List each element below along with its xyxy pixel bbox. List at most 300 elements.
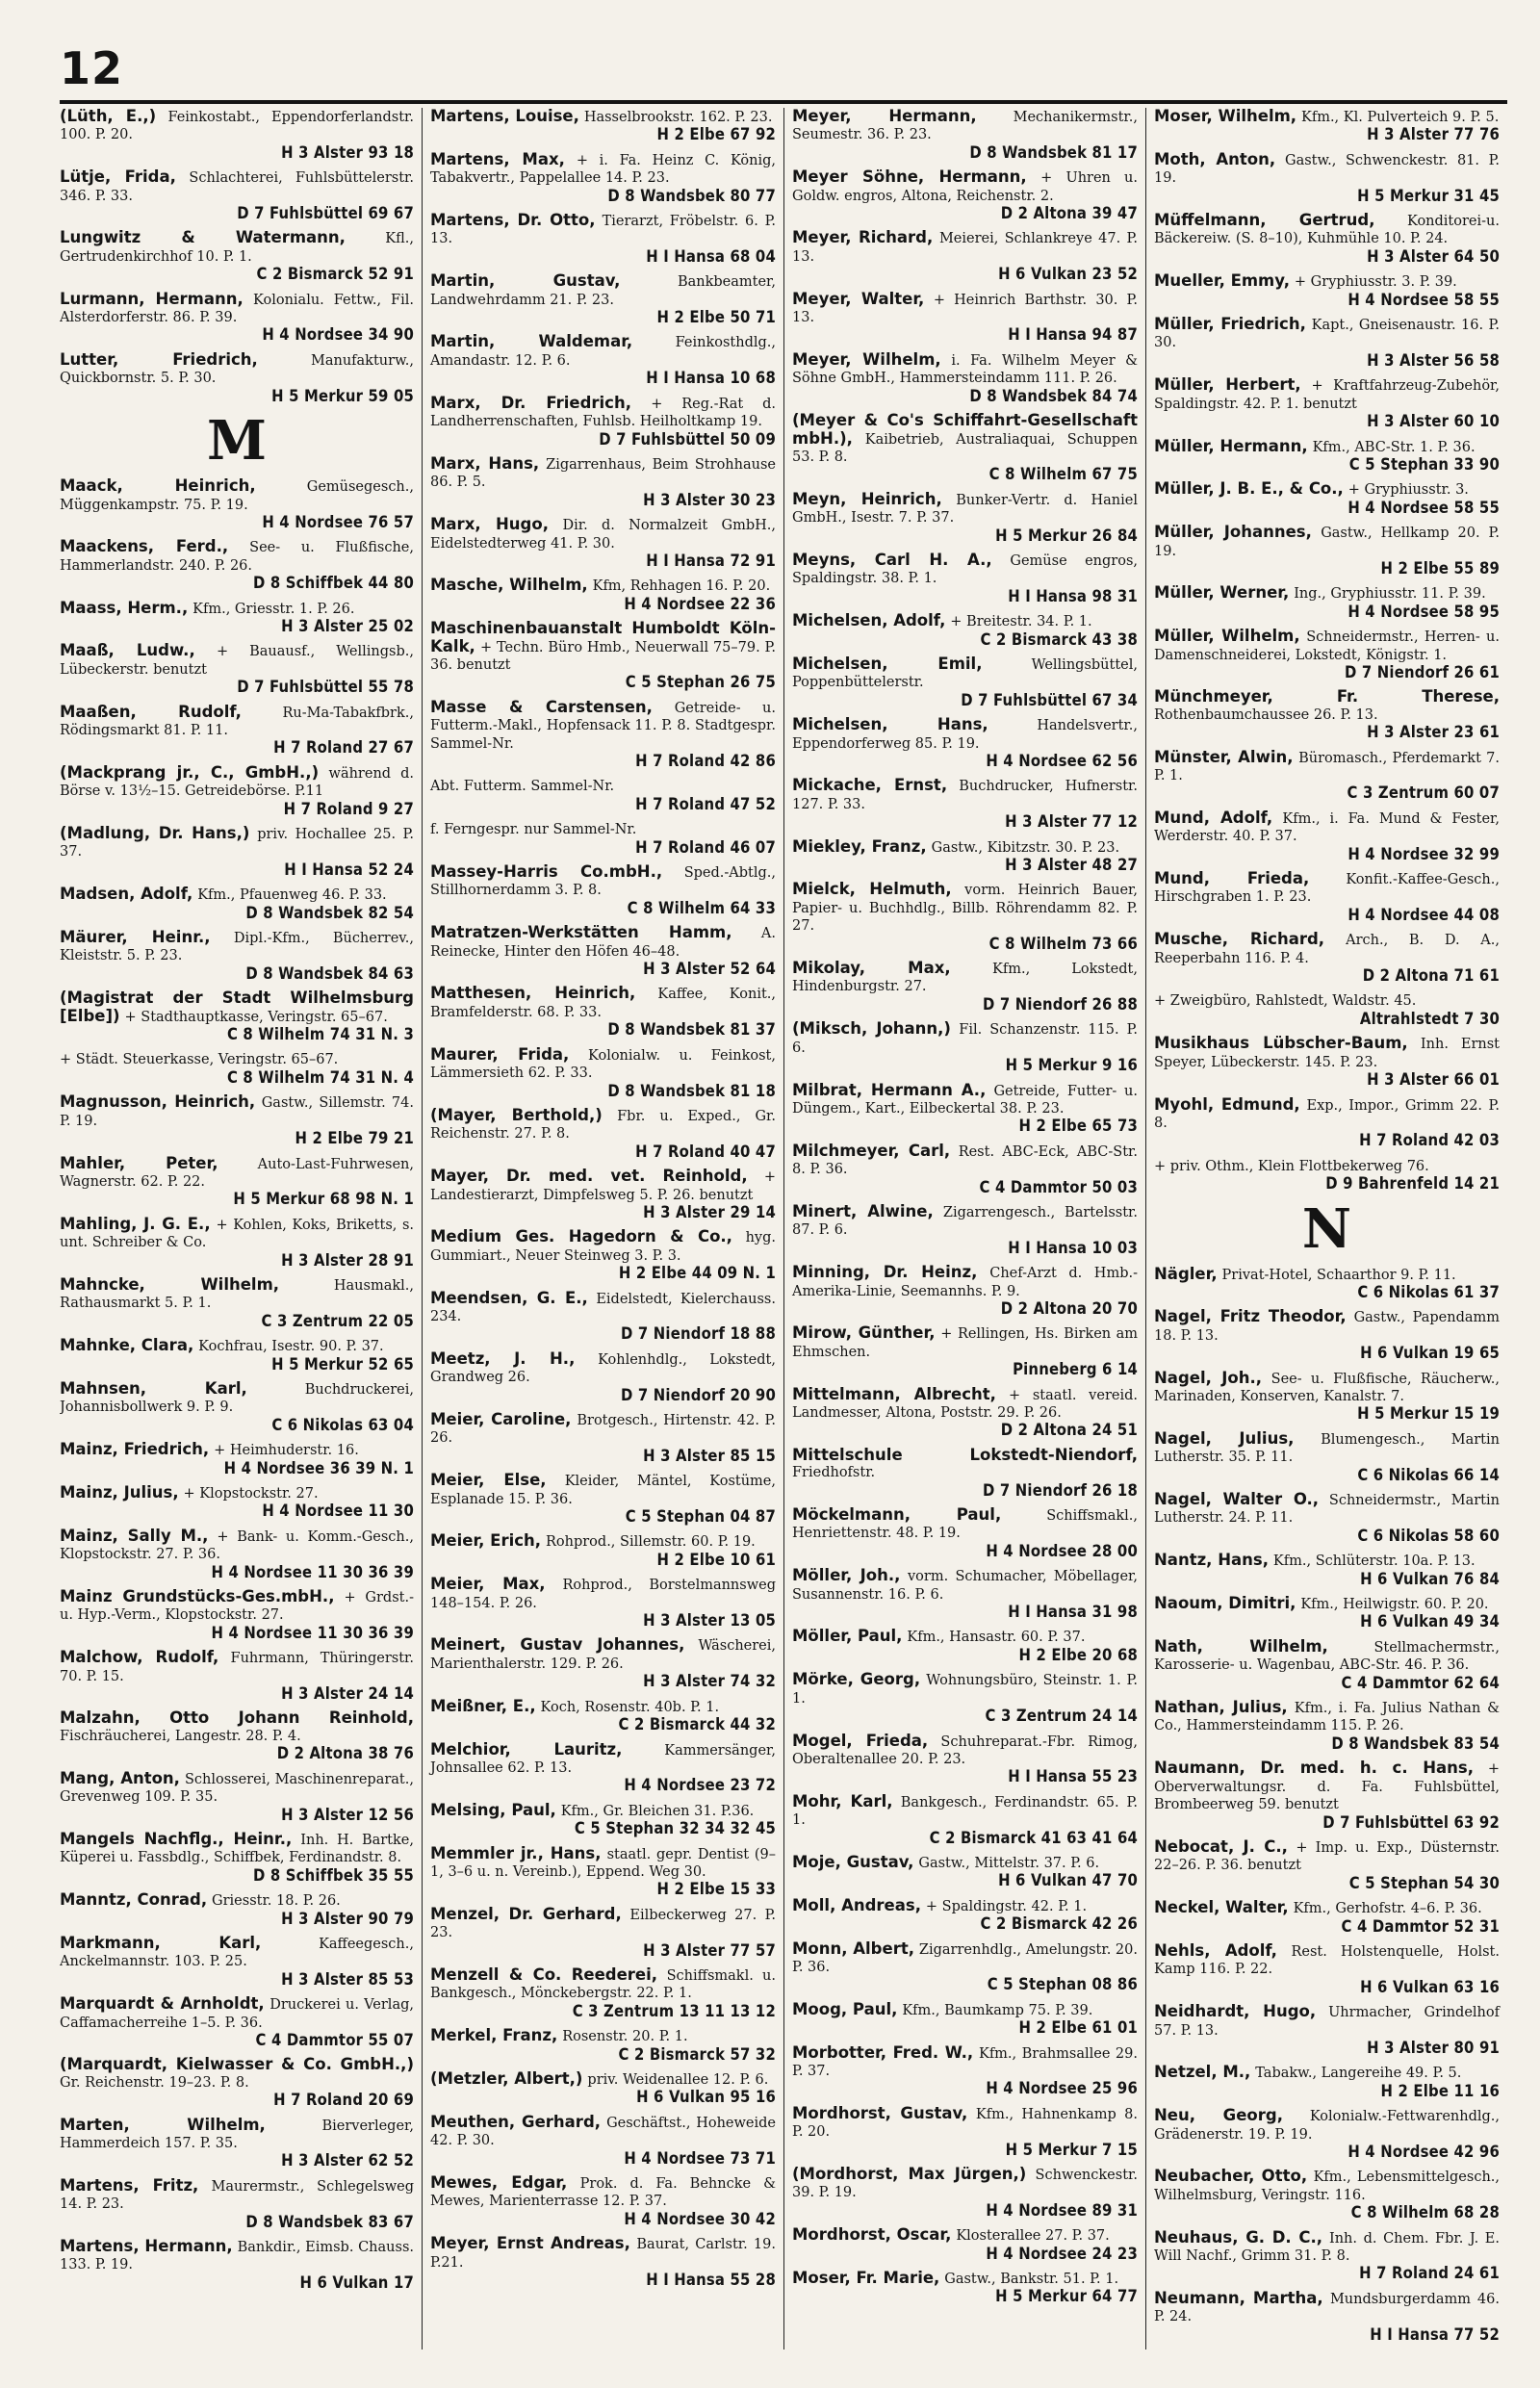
- directory-entry: [792, 1143, 1138, 1195]
- directory-entry: [60, 825, 414, 878]
- entry-name: Maurer, Frida,: [430, 1044, 570, 1064]
- entry-details: Konfit.-Kaffee-Gesch., Hirschgraben 1. P. 23.: [1154, 872, 1500, 906]
- directory-entry: [60, 477, 414, 530]
- entry-name: Nagel, Walter O.,: [1154, 1490, 1320, 1508]
- entry-name: Meier, Max,: [430, 1575, 546, 1594]
- entry-phone: H 7 Roland 42 86: [635, 752, 776, 770]
- entry-details: priv. Hochallee 25. P. 37.: [60, 827, 414, 860]
- column-4: [1145, 108, 1507, 2349]
- entry-phone: H I Hansa 98 31: [1008, 586, 1138, 605]
- entry-details: Kfm., Griesstr. 1. P. 26.: [192, 601, 355, 617]
- entry-phone: H 3 Alster 64 50: [1367, 246, 1500, 266]
- entry-details: Fischräucherei, Langestr. 28. P. 4.: [60, 1728, 301, 1744]
- directory-entry: [792, 1567, 1138, 1620]
- entry-name: Meier, Erich,: [430, 1531, 542, 1551]
- entry-details: Bankgesch., Ferdinandstr. 65. P. 1.: [792, 1794, 1138, 1829]
- entry-details: Buchdruckerei, Johannisbollwerk 9. P. 9.: [60, 1381, 414, 1416]
- directory-entry: [60, 1484, 414, 1520]
- entry-name: Mahncke, Wilhelm,: [60, 1274, 280, 1294]
- entry-name: Münchmeyer, Fr. Therese,: [1154, 687, 1500, 706]
- entry-details: Kfm., i. Fa. Mund & Fester, Werderstr. 40. P. 37.: [1154, 810, 1501, 845]
- section-letter: M: [207, 409, 267, 474]
- entry-name: Möller, Joh.,: [792, 1566, 901, 1585]
- entry-phone: H 6 Vulkan 17: [299, 2272, 414, 2292]
- entry-name: Masse & Carstensen,: [430, 697, 653, 716]
- entry-phone: H 5 Merkur 64 77: [995, 2287, 1138, 2306]
- directory-entry: [792, 612, 1138, 648]
- entry-details: vorm. Heinrich Bauer, Papier- u. Buchhdlg., Billb. Röhrendamm 82. P. 27.: [792, 883, 1139, 935]
- entry-details: Gastw., Hellkamp 20. P. 19.: [1154, 526, 1500, 559]
- entry-name: Nebocat, J. C.,: [1154, 1836, 1288, 1856]
- entry-name: Maack, Heinrich,: [60, 476, 256, 496]
- directory-entry: [430, 620, 776, 691]
- directory-entry: [792, 229, 1138, 282]
- entry-details: Kfm., Lebensmittelgesch., Wilhelmsburg, Veringstr. 116.: [1154, 2170, 1500, 2203]
- entry-phone: D 7 Fuhlsbüttel 50 09: [599, 429, 776, 449]
- entry-phone: C 8 Wilhelm 67 75: [988, 465, 1138, 484]
- entry-name: Marx, Dr. Friedrich,: [430, 393, 631, 412]
- entry-name: (Meyer & Co's Schiffahrt-Gesellschaft mbH.),: [792, 411, 1138, 448]
- entry-name: Maaßen, Rudolf,: [60, 702, 242, 721]
- entry-phone: D 8 Wandsbek 84 74: [969, 386, 1138, 405]
- entry-details: Rohprod., Sillemstr. 60. P. 19.: [545, 1534, 756, 1551]
- directory-entry: [430, 1966, 776, 2019]
- entry-name: Meyer, Ernst Andreas,: [430, 2234, 630, 2253]
- directory-entry: [430, 863, 776, 916]
- directory-entry: [60, 600, 414, 635]
- entry-details: Schiffsmakl. u. Bankgesch., Mönckebergstr. 22. P. 1.: [430, 1967, 776, 2002]
- entry-details: Kolonialu. Fettw., Fil. Alsterdorferstr. 86. P. 39.: [60, 292, 414, 326]
- entry-name: (Miksch, Johann,): [792, 1019, 951, 1039]
- entry-name: Moog, Paul,: [792, 1999, 898, 2018]
- directory-entry: [1154, 809, 1500, 862]
- entry-details: + Gryphiusstr. 3.: [1348, 482, 1469, 499]
- entry-details: Gastw., Bankstr. 51. P. 1.: [944, 2272, 1119, 2288]
- entry-phone: H 6 Vulkan 23 52: [998, 265, 1138, 284]
- directory-entry: [1154, 931, 1500, 984]
- entry-details: Mechanikermstr., Seumestr. 36. P. 23.: [792, 110, 1138, 143]
- entry-details: Dipl.-Kfm., Bücherrev., Kleiststr. 5. P. 23.: [60, 931, 414, 964]
- entry-details: Friedhofstr.: [792, 1465, 876, 1481]
- entry-details: Tabakw., Langereihe 49. P. 5.: [1255, 2066, 1462, 2082]
- entry-details: staatl. gepr. Dentist (9–1, 3–6 u. n. Vereinb.), Eppend. Weg 30.: [430, 1846, 776, 1880]
- entry-details: Gemüse engros, Spaldingstr. 38. P. 1.: [792, 552, 1138, 587]
- directory-entry: [60, 108, 414, 161]
- entry-phone: H 4 Nordsee 58 95: [1348, 602, 1500, 621]
- directory-entry: [1154, 2290, 1500, 2343]
- entry-name: Meyn, Heinrich,: [792, 489, 942, 508]
- directory-entry: [60, 1588, 414, 1641]
- entry-name: Mainz, Sally M.,: [60, 1526, 209, 1545]
- entry-phone: H 4 Nordsee 44 08: [1348, 905, 1500, 924]
- entry-name: Mohr, Karl,: [792, 1791, 893, 1810]
- entry-name: Meier, Caroline,: [430, 1410, 572, 1428]
- entry-details: Chef-Arzt d. Hmb.-Amerika-Linie, Seemannhs. P. 9.: [792, 1266, 1138, 1299]
- entry-name: Mund, Adolf,: [1154, 808, 1273, 827]
- directory-entry: [1154, 1096, 1500, 1149]
- entry-phone: D 2 Altona 39 47: [1000, 204, 1138, 223]
- entry-name: (Mackprang jr., C., GmbH.,): [60, 762, 320, 782]
- entry-details: Wellingsbüttel, Poppenbüttelerstr.: [792, 656, 1138, 691]
- entry-phone: H 3 Alster 29 14: [643, 1202, 776, 1221]
- directory-entry: [1154, 1838, 1500, 1891]
- entry-name: Lurmann, Hermann,: [60, 289, 244, 308]
- entry-phone: D 8 Wandsbek 80 77: [607, 186, 776, 205]
- directory-entry: [1154, 524, 1500, 577]
- entry-name: Milbrat, Hermann A.,: [792, 1080, 987, 1099]
- directory-entry: [60, 1649, 414, 1702]
- entry-phone: C 6 Nikolas 61 37: [1357, 1282, 1500, 1301]
- entry-details: + Zweigbüro, Rahlstedt, Waldstr. 45.: [1154, 993, 1417, 1010]
- entry-name: Michelsen, Emil,: [792, 654, 983, 673]
- directory-entry: [60, 1155, 414, 1208]
- directory-entry: [792, 552, 1138, 604]
- entry-phone: H 3 Alster 85 53: [281, 1969, 414, 1989]
- entry-phone: C 8 Wilhelm 74 31 N. 3: [226, 1025, 414, 1044]
- entry-name: Martens, Louise,: [430, 108, 579, 125]
- directory-entry: [792, 491, 1138, 544]
- entry-name: Neubacher, Otto,: [1154, 2167, 1308, 2186]
- entry-details: Kaffeegesch., Anckelmannstr. 103. P. 25.: [60, 1936, 414, 1970]
- entry-name: Melchior, Lauritz,: [430, 1739, 623, 1759]
- entry-phone: H I Hansa 94 87: [1008, 325, 1138, 345]
- entry-phone: H 2 Elbe 11 16: [1380, 2081, 1500, 2100]
- entry-phone: Altrahlstedt 7 30: [1359, 1009, 1500, 1028]
- directory-entry: [1154, 376, 1500, 429]
- entry-name: Maschinenbauanstalt Humboldt Köln-Kalk,: [430, 619, 776, 655]
- directory-entry: [60, 1441, 414, 1476]
- entry-name: Maackens, Ferd.,: [60, 537, 229, 556]
- directory-entry: [792, 1324, 1138, 1377]
- entry-details: Rest. ABC-Eck, ABC-Str. 8. P. 36.: [792, 1143, 1138, 1178]
- directory-entry: [430, 272, 776, 325]
- directory-entry: [60, 1770, 414, 1823]
- entry-name: Mueller, Emmy,: [1154, 271, 1290, 291]
- entry-name: Moth, Anton,: [1154, 149, 1276, 168]
- entry-phone: H 3 Alster 93 18: [281, 142, 414, 162]
- directory-entry: [1154, 1699, 1500, 1752]
- directory-entry: [430, 1845, 776, 1898]
- entry-details: + Städt. Steuerkasse, Veringstr. 65–67.: [60, 1052, 339, 1068]
- directory-entry: [792, 2226, 1138, 2262]
- entry-details: Kfm., Hansastr. 60. P. 37.: [907, 1630, 1086, 1646]
- directory-entry: [430, 2235, 776, 2288]
- entry-name: Musikhaus Lübscher-Baum,: [1154, 1034, 1408, 1053]
- entry-phone: H 3 Alster 90 79: [281, 1909, 414, 1928]
- entry-name: Meyer, Richard,: [792, 228, 934, 247]
- entry-phone: Pinneberg 6 14: [1013, 1360, 1138, 1379]
- directory-entry: [430, 924, 776, 977]
- entry-phone: H 7 Roland 42 03: [1359, 1131, 1500, 1150]
- directory-entry: [792, 1082, 1138, 1135]
- entry-phone: H 6 Vulkan 95 16: [636, 2088, 776, 2107]
- entry-details: Kapt., Gneisenaustr. 16. P. 30.: [1154, 318, 1500, 351]
- entry-details: + Klopstockstr. 27.: [183, 1486, 319, 1502]
- entry-name: (Magistrat der Stadt Wilhelmsburg [Elbe]): [60, 989, 414, 1025]
- entry-name: Müller, Wilhelm,: [1154, 627, 1300, 646]
- entry-phone: H 6 Vulkan 63 16: [1360, 1977, 1500, 1996]
- entry-name: Münster, Alwin,: [1154, 747, 1294, 766]
- directory-entry: [1154, 584, 1500, 620]
- entry-details: + Kohlen, Koks, Briketts, s. unt. Schreiber & Co.: [60, 1217, 415, 1251]
- entry-name: Mewes, Edgar,: [430, 2173, 568, 2193]
- directory-entry: [430, 577, 776, 612]
- entry-name: Memmler jr., Hans,: [430, 1843, 602, 1862]
- entry-details: Kfl., Gertrudenkirchhof 10. P. 1.: [60, 231, 414, 265]
- entry-details: f. Ferngespr. nur Sammel-Nr.: [430, 822, 637, 838]
- entry-details: i. Fa. Wilhelm Meyer & Söhne GmbH., Hammersteindamm 111. P. 26.: [792, 352, 1138, 387]
- entry-phone: H 7 Roland 47 52: [635, 794, 776, 813]
- entry-details: + staatl. vereid. Landmesser, Altona, Poststr. 29. P. 26.: [792, 1387, 1138, 1421]
- entry-name: Mäurer, Heinr.,: [60, 928, 211, 947]
- entry-details: Schwenckestr. 39. P. 19.: [792, 2168, 1138, 2201]
- entry-phone: H I Hansa 10 68: [646, 369, 776, 388]
- entry-name: Mogel, Frieda,: [792, 1731, 929, 1750]
- entry-name: Melsing, Paul,: [430, 1800, 556, 1819]
- entry-details: Kolonialw.-Fettwarenhdlg., Grädenerstr. 19. P. 19.: [1154, 2109, 1500, 2143]
- directory-entry: [430, 516, 776, 569]
- entry-phone: H 4 Nordsee 89 31: [986, 2200, 1138, 2220]
- entry-phone: H 3 Alster 28 91: [281, 1250, 414, 1270]
- directory-entry: [60, 2056, 414, 2108]
- directory-entry: [430, 1906, 776, 1959]
- entry-details: + Oberverwaltungsr. d. Fa. Fuhlsbüttel, Brombeerweg 59. benutzt: [1154, 1761, 1500, 1813]
- directory-entry: [792, 108, 1138, 161]
- entry-name: Mangels Nachflg., Heinr.,: [60, 1829, 293, 1848]
- entry-name: Michelsen, Adolf,: [792, 611, 946, 630]
- directory-entry: [430, 2114, 776, 2167]
- directory-entry: [430, 820, 776, 856]
- entry-phone: H 3 Alster 56 58: [1367, 350, 1500, 370]
- entry-name: Martens, Dr. Otto,: [430, 211, 596, 230]
- entry-phone: H 4 Nordsee 24 23: [986, 2244, 1138, 2263]
- entry-details: Kfm., Hahnenkamp 8. P. 20.: [792, 2106, 1138, 2141]
- entry-name: Müller, Hermann,: [1154, 436, 1308, 455]
- entry-phone: H 4 Nordsee 32 99: [1348, 844, 1500, 863]
- entry-details: Zigarrengesch., Bartelsstr. 87. P. 6.: [792, 1204, 1138, 1239]
- entry-name: Moll, Andreas,: [792, 1895, 921, 1914]
- entry-phone: D 8 Wandsbek 84 63: [245, 963, 414, 983]
- entry-name: Nagel, Fritz Theodor,: [1154, 1307, 1347, 1326]
- entry-name: Meier, Else,: [430, 1471, 547, 1490]
- entry-phone: D 8 Wandsbek 82 54: [245, 903, 414, 922]
- directory-entry: [60, 351, 414, 404]
- directory-entry: [792, 716, 1138, 769]
- entry-phone: H 5 Merkur 26 84: [995, 526, 1138, 545]
- directory-entry: [1154, 1430, 1500, 1483]
- directory-entry: [430, 395, 776, 448]
- entry-details: Rest. Holstenquelle, Holst. Kamp 116. P. 22.: [1154, 1943, 1500, 1978]
- entry-details: Tierarzt, Fröbelstr. 6. P. 13.: [430, 214, 777, 247]
- directory-entry: [1154, 151, 1500, 204]
- entry-phone: H 3 Alster 30 23: [643, 490, 776, 509]
- entry-details: Gemüsegesch., Müggenkampstr. 75. P. 19.: [60, 479, 414, 513]
- entry-phone: H 3 Alster 77 76: [1367, 125, 1500, 144]
- entry-name: Madsen, Adolf,: [60, 885, 193, 904]
- entry-details: Kfm., Brahmsallee 29. P. 37.: [792, 2045, 1138, 2079]
- entry-name: Manntz, Conrad,: [60, 1890, 208, 1910]
- entry-phone: C 3 Zentrum 60 07: [1347, 783, 1500, 803]
- directory-entry: [792, 1854, 1138, 1889]
- entry-details: Kfm., Lokstedt, Hindenburgstr. 27.: [792, 962, 1138, 995]
- entry-details: Abt. Futterm. Sammel-Nr.: [430, 779, 615, 795]
- entry-details: Inh. Ernst Speyer, Lübeckerstr. 145. P. 23.: [1154, 1037, 1500, 1070]
- entry-name: Meyer, Walter,: [792, 289, 925, 308]
- entry-name: Markmann, Karl,: [60, 1933, 262, 1952]
- entry-details: Geschäftst., Hoheweide 42. P. 30.: [430, 2115, 776, 2149]
- entry-name: Massey-Harris Co.mbH.,: [430, 862, 663, 882]
- directory-entry: [792, 2105, 1138, 2158]
- directory-entry: [430, 1228, 776, 1281]
- directory-entry: [430, 1472, 776, 1525]
- entry-details: Griesstr. 18. P. 26.: [212, 1893, 341, 1910]
- entry-name: Müller, Friedrich,: [1154, 315, 1306, 334]
- directory-entry: [792, 1733, 1138, 1785]
- entry-phone: C 4 Dammtor 50 03: [979, 1177, 1138, 1196]
- entry-name: Neckel, Walter,: [1154, 1898, 1289, 1917]
- entry-details: Arch., B. D. A., Reeperbahn 116. P. 4.: [1154, 933, 1500, 966]
- entry-details: Koch, Rosenstr. 40b. P. 1.: [540, 1699, 720, 1715]
- entry-name: Minert, Alwine,: [792, 1201, 934, 1220]
- entry-phone: H 3 Alster 80 91: [1367, 2038, 1500, 2057]
- directory-entry: [430, 1168, 776, 1220]
- entry-details: Fuhrmann, Thüringerstr. 70. P. 15.: [60, 1651, 414, 1684]
- entry-name: Nehls, Adolf,: [1154, 1940, 1277, 1960]
- directory-entry: [792, 2270, 1138, 2305]
- entry-phone: C 3 Zentrum 13 11 13 12: [572, 2001, 776, 2020]
- entry-details: Privat-Hotel, Schaarthor 9. P. 11.: [1221, 1267, 1456, 1283]
- entry-name: Nägler,: [1154, 1264, 1218, 1283]
- directory-entry: [60, 989, 414, 1042]
- entry-phone: H 3 Alster 24 14: [281, 1684, 414, 1704]
- directory-entry: [792, 1671, 1138, 1724]
- entry-phone: C 3 Zentrum 24 14: [985, 1707, 1138, 1726]
- entry-phone: H 3 Alster 13 05: [643, 1611, 776, 1631]
- directory-entry: [430, 455, 776, 508]
- entry-details: Gr. Reichenstr. 19–23. P. 8.: [60, 2074, 249, 2091]
- entry-phone: D 7 Niendorf 20 90: [621, 1385, 776, 1404]
- entry-phone: H 4 Nordsee 11 30 36 39: [211, 1562, 414, 1581]
- entry-phone: H 3 Alster 25 02: [281, 616, 414, 635]
- entry-details: Druckerei u. Verlag, Caffamacherreihe 1–5. P. 36.: [60, 1997, 414, 2031]
- entry-details: + Heimhuderstr. 16.: [214, 1443, 359, 1459]
- entry-name: Neuhaus, G. D. C.,: [1154, 2227, 1323, 2247]
- entry-phone: H 2 Elbe 44 09 N. 1: [618, 1264, 776, 1283]
- entry-phone: C 2 Bismarck 57 32: [618, 2044, 776, 2064]
- entry-name: Möckelmann, Paul,: [792, 1505, 1002, 1525]
- directory-entry: [1154, 628, 1500, 680]
- entry-name: Martin, Waldemar,: [430, 332, 633, 351]
- entry-phone: H 3 Alster 85 15: [643, 1446, 776, 1465]
- entry-details: Kochfrau, Isestr. 90. P. 37.: [198, 1339, 384, 1355]
- entry-phone: H I Hansa 55 23: [1008, 1767, 1138, 1786]
- directory-entry: [430, 2027, 776, 2063]
- entry-name: Meyer, Wilhelm,: [792, 349, 941, 369]
- entry-phone: H 2 Elbe 61 01: [1018, 2018, 1138, 2038]
- directory-entry: [60, 1380, 414, 1433]
- entry-details: Meierei, Schlankreye 47. P. 13.: [792, 231, 1138, 265]
- directory-entry: [792, 1203, 1138, 1256]
- directory-entry: [60, 2117, 414, 2170]
- entry-details: Zigarrenhaus, Beim Strohhause 86. P. 5.: [430, 456, 776, 491]
- entry-name: (Mordhorst, Max Jürgen,): [792, 2165, 1027, 2184]
- entry-details: Kfm., Heilwigstr. 60. P. 20.: [1300, 1597, 1489, 1613]
- entry-details: Fbr. u. Exped., Gr. Reichenstr. 27. P. 8.: [430, 1108, 776, 1143]
- entry-phone: H I Hansa 77 52: [1370, 2324, 1500, 2344]
- directory-entry: [60, 1093, 414, 1146]
- entry-phone: C 5 Stephan 33 90: [1348, 454, 1500, 474]
- entry-name: Meißner, E.,: [430, 1696, 536, 1715]
- entry-details: Schneidermstr., Martin Lutherstr. 24. P. 11.: [1154, 1493, 1500, 1527]
- column-2: [422, 108, 783, 2349]
- entry-phone: H 2 Elbe 55 89: [1380, 558, 1500, 578]
- entry-details: Kfm., Kl. Pulverteich 9. P. 5.: [1301, 110, 1500, 125]
- entry-phone: D 2 Altona 38 76: [276, 1744, 414, 1763]
- page-number: 12: [60, 42, 124, 94]
- entry-details: Dir. d. Normalzeit GmbH., Eidelstedterweg 41. P. 30.: [430, 518, 776, 552]
- entry-details: + Rellingen, Hs. Birken am Ehmschen.: [792, 1326, 1138, 1360]
- entry-details: Maurermstr., Schlegelsweg 14. P. 23.: [60, 2178, 414, 2213]
- entry-name: Mainz, Julius,: [60, 1483, 179, 1502]
- entry-name: Moser, Fr. Marie,: [792, 2269, 940, 2288]
- entry-name: Mahler, Peter,: [60, 1153, 218, 1172]
- entry-name: Meendsen, G. E.,: [430, 1288, 588, 1307]
- entry-details: + Reg.-Rat d. Landherrenschaften, Fuhlsb. Heilholtkamp 19.: [430, 396, 776, 430]
- entry-phone: C 2 Bismarck 52 91: [256, 265, 414, 284]
- entry-phone: H 4 Nordsee 62 56: [986, 752, 1138, 770]
- entry-name: Maass, Herm.,: [60, 598, 189, 617]
- entry-name: Mainz Grundstücks-Ges.mbH.,: [60, 1587, 335, 1606]
- directory-entry: [1154, 1638, 1500, 1691]
- entry-details: Exp., Impor., Grimm 22. P. 8.: [1154, 1097, 1500, 1131]
- entry-phone: H 6 Vulkan 76 84: [1360, 1569, 1500, 1588]
- entry-details: Schiffsmakl., Henriettenstr. 48. P. 19.: [792, 1508, 1138, 1542]
- directory-entry: [430, 777, 776, 812]
- entry-phone: D 2 Altona 24 51: [1000, 1421, 1138, 1440]
- entry-details: + Gryphiusstr. 3. P. 39.: [1294, 274, 1457, 291]
- entry-phone: H 5 Merkur 52 65: [271, 1354, 414, 1374]
- entry-details: Zigarrenhdlg., Amelungstr. 20. P. 36.: [792, 1941, 1138, 1975]
- entry-phone: D 8 Wandsbek 81 18: [607, 1081, 776, 1100]
- entry-details: während d. Börse v. 13½–15. Getreidebörse. P.11: [60, 765, 415, 800]
- entry-name: Merkel, Franz,: [430, 2026, 558, 2045]
- entry-phone: H 3 Alster 60 10: [1367, 412, 1500, 431]
- entry-details: Bunker-Vertr. d. Haniel GmbH., Isestr. 7. P. 37.: [792, 492, 1138, 526]
- entry-phone: D 7 Niendorf 26 61: [1345, 662, 1500, 681]
- entry-details: Hausmakl., Rathausmarkt 5. P. 1.: [60, 1277, 414, 1312]
- entry-phone: H 3 Alster 66 01: [1367, 1070, 1500, 1090]
- entry-name: Mayer, Dr. med. vet. Reinhold,: [430, 1167, 748, 1186]
- entry-details: + Landestierarzt, Dimpfelsweg 5. P. 26. benutzt: [430, 1169, 776, 1203]
- entry-name: Mickache, Ernst,: [792, 776, 948, 795]
- entry-details: Kammersänger, Johnsallee 62. P. 13.: [430, 1742, 776, 1776]
- entry-phone: H 2 Elbe 65 73: [1018, 1117, 1138, 1136]
- directory-entry: [430, 699, 776, 770]
- directory-entry: [1154, 1035, 1500, 1088]
- entry-name: Neumann, Martha,: [1154, 2288, 1323, 2307]
- entry-details: + Bauausf., Wellingsb., Lübeckerstr. benutzt: [60, 644, 414, 678]
- entry-details: Kfm., Gerhofstr. 4–6. P. 36.: [1293, 1901, 1482, 1917]
- entry-phone: H I Hansa 68 04: [646, 246, 776, 266]
- entry-phone: D 9 Bahrenfeld 14 21: [1325, 1174, 1500, 1194]
- directory-entry: [792, 1628, 1138, 1663]
- entry-details: Kfm, Rehhagen 16. P. 20.: [592, 578, 771, 595]
- entry-name: Mahling, J. G. E.,: [60, 1214, 211, 1233]
- entry-details: Rosenstr. 20. P. 1.: [562, 2029, 688, 2045]
- directory-entry: [60, 764, 414, 817]
- entry-name: Medium Ges. Hagedorn & Co.,: [430, 1227, 732, 1246]
- entry-details: Baurat, Carlstr. 19. P.21.: [430, 2237, 776, 2271]
